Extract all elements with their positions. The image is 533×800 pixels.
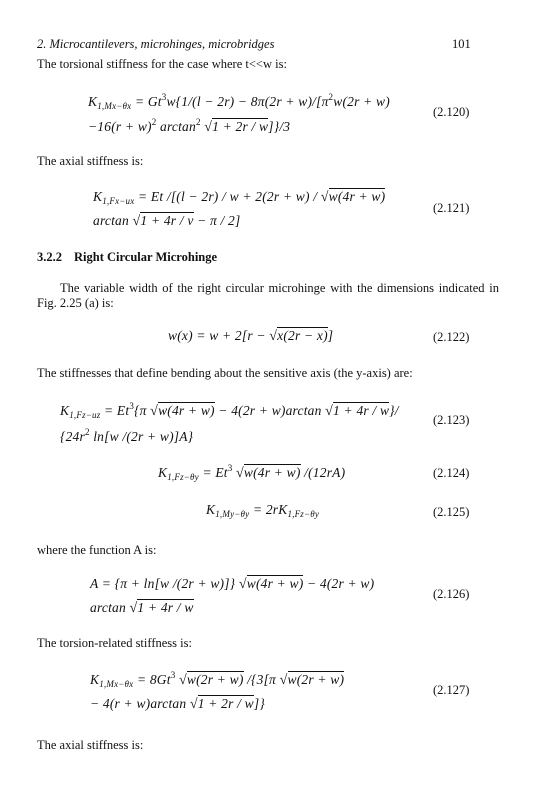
equation-2-120-line-1: $K_{1,Mx-\theta x} = Gt^3w\{1/(l - 2r) - 8\pi(2r + w)/[\pi^2w(2r + w)$ xyxy=(88,92,390,111)
eq123-lhs: $K_{1,Fz-uz}$ xyxy=(60,403,101,420)
equation-number-2-127: (2.127) xyxy=(433,683,470,697)
eq121-lhs: $K_{1,Fx-ux}$ xyxy=(93,189,135,206)
sqrt-symbol: √1 + 2r / w xyxy=(189,696,254,712)
variable-width-paragraph: The variable width of the right circular microhinge with the dimensions indicated in Fig. 2.25 (a) is: xyxy=(37,281,499,310)
equation-2-121-line-1: $K_{1,Fx-ux} = Et$ /[(l − 2r) / w + 2(2r + w) / √w(4r + w) xyxy=(93,189,386,206)
equation-2-126-line-1: A = {π + ln[w /(2r + w)]} √w(4r + w) − 4(2r + w) xyxy=(90,576,375,592)
eq125-lhs: $K_{1,My-\theta y}$ xyxy=(206,502,250,519)
equation-2-126-line-2: arctan √1 + 4r / w xyxy=(90,600,194,616)
equation-number-2-125: (2.125) xyxy=(433,505,470,519)
section-heading xyxy=(37,250,217,265)
chapter-header: 2. Microcantilevers, microhinges, microbridges xyxy=(37,37,275,51)
equation-number-2-122: (2.122) xyxy=(433,330,470,344)
eq124-lhs: $K_{1,Fz-\theta y}$ xyxy=(158,465,199,482)
equation-number-2-120: (2.120) xyxy=(433,105,470,119)
page-number: 101 xyxy=(452,37,471,51)
equation-number-2-121: (2.121) xyxy=(433,201,470,215)
equation-2-121-line-2: arctan √1 + 4r / v − π / 2] xyxy=(93,213,241,229)
sqrt-symbol: √w(4r + w) xyxy=(150,403,215,419)
axial-intro-text-1: The axial stiffness is: xyxy=(37,154,144,168)
sqrt-symbol: √w(4r + w) xyxy=(238,576,304,592)
sqrt-symbol: √1 + 2r / w xyxy=(204,119,269,135)
equation-number-2-124: (2.124) xyxy=(433,466,470,480)
equation-number-2-126: (2.126) xyxy=(433,587,470,601)
sqrt-symbol: √x(2r − x) xyxy=(269,328,328,344)
bending-stiffness-text: The stiffnesses that define bending about the sensitive axis (the y-axis) are: xyxy=(37,366,413,380)
equation-2-123-line-1: $K_{1,Fz-uz} = Et^3\{\pi$ √w(4r + w) − 4(2r + w)arctan √1 + 4r / w}/ xyxy=(60,401,399,420)
equation-2-123-line-2: {$24r^2$ ln[w /(2r + w)]A} xyxy=(60,427,194,444)
equation-2-124: $K_{1,Fz-\theta y} = Et^3$ √w(4r + w) /(12rA) xyxy=(158,463,346,482)
where-function-text: where the function A is: xyxy=(37,543,157,557)
sqrt-symbol: √w(4r + w) xyxy=(236,465,301,481)
sqrt-symbol: √w(4r + w) xyxy=(320,189,386,205)
section-title: Right Circular Microhinge xyxy=(74,250,218,264)
equation-2-127-line-2: − 4(r + w)arctan √1 + 2r / w]} xyxy=(90,696,265,712)
eq127-lhs: $K_{1,Mx-\theta x}$ xyxy=(90,672,134,689)
equation-2-127-line-1: $K_{1,Mx-\theta x} = 8Gt^3$ √w(2r + w) /{3[π √w(2r + w) xyxy=(90,670,345,689)
sqrt-symbol: √1 + 4r / w xyxy=(325,403,390,419)
sqrt-symbol: √w(2r + w) xyxy=(178,672,244,688)
torsion-related-text: The torsion-related stiffness is: xyxy=(37,636,192,650)
sqrt-symbol: √w(2r + w) xyxy=(279,672,345,688)
equation-2-125: $K_{1,My-\theta y} = 2rK_{1,Fz-\theta y}$ xyxy=(206,502,320,519)
equation-2-122: w(x) = w + 2[r − √x(2r − x)] xyxy=(168,328,334,344)
eq120-lhs: $K_{1,Mx-\theta x}$ xyxy=(88,94,132,111)
equation-number-2-123: (2.123) xyxy=(433,413,470,427)
torsional-intro-text: The torsional stiffness for the case where t<<w is: xyxy=(37,57,287,71)
equation-2-120-line-2: $-16(r + w)^2$ $\arctan^2 √1 + 2r / w]\}/3$ xyxy=(88,117,291,135)
section-number: 3.2.2 xyxy=(37,250,62,264)
sqrt-symbol: √1 + 4r / v xyxy=(132,213,194,229)
axial-intro-text-2: The axial stiffness is: xyxy=(37,738,144,752)
sqrt-symbol: √1 + 4r / w xyxy=(129,600,194,616)
